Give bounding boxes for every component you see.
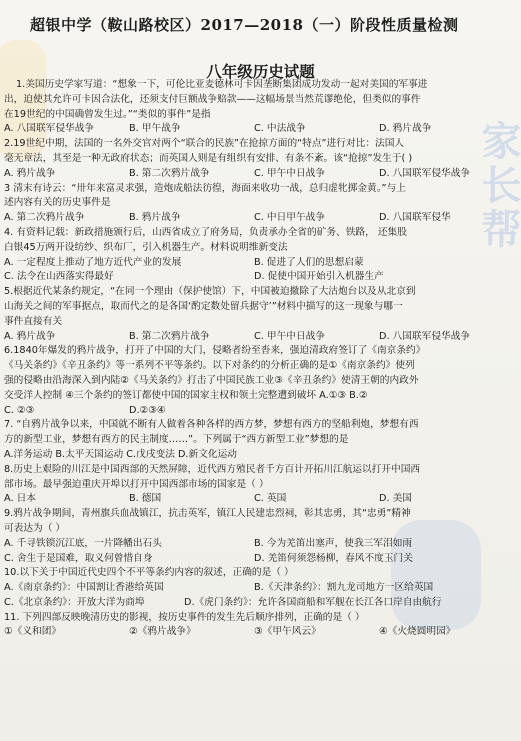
question-4-options-ab [4, 256, 504, 271]
question-4-options-cd [4, 270, 504, 285]
question-5-line-3: 事件直接有关 [4, 315, 63, 327]
option-c: C. 甲午中日战争 [254, 167, 326, 179]
item-2: ②《鸦片战争》 [129, 626, 196, 638]
option-a: A. 千寻铁锁沉江底，一片降幡出石头 [4, 537, 162, 549]
option-d: D. 美国 [379, 493, 412, 505]
question-9-line-1: 9.鸦片战争期间，青州旗兵血战镇江，抗击英军，镇江人民建忠烈祠，彰其忠勇，其“忠勇”精神 [4, 508, 411, 520]
question-4-line-2: 白银45万两开设纺纱、织布厂，引入机器生产。材料说明维新变法 [4, 241, 288, 253]
option-d: D. 鸦片战争 [379, 123, 432, 135]
question-body [4, 78, 504, 640]
question-3-line-1: 3 清末有诗云：“卅年来富灵求强，造炮成船法彷徨，海面来收功一战，总归虚牝掷金黄。”与上 [4, 182, 406, 194]
option-d: D. 促使中国开始引入机器生产 [254, 271, 384, 283]
question-2-options [4, 167, 504, 182]
item-3: ③《甲午风云》 [254, 626, 321, 638]
option-a: A. 鸦片战争 [4, 330, 56, 342]
option-a: A. 日本 [4, 493, 36, 505]
option-d: D. 羌笛何须怨杨柳，春风不度玉门关 [254, 552, 413, 564]
option-b: B. 第二次鸦片战争 [129, 330, 210, 342]
question-4-line-1: 4. 有资料记载：新政措施颁行后，山西省成立了府务局，负责承办全省的矿务、铁路， 还集股 [4, 226, 407, 238]
question-1-line-2: 出，迫使其允许可卡因合法化，还须支付巨额战争赔款——这幅场景当然荒谬绝伦，但类似的事件 [4, 93, 421, 105]
option-c: C. 法令在山西落实得最好 [4, 271, 114, 283]
exam-title: 超银中学（鞍山路校区）2017—2018（一）阶段性质量检测 [30, 16, 459, 34]
option-a: A. 鸦片战争 [4, 167, 56, 179]
question-3-line-2: 述内容有关的历史事件是 [4, 197, 111, 209]
option-b: B. 甲午战争 [129, 123, 181, 135]
question-9-options-ab [4, 537, 504, 552]
question-11-items [4, 625, 504, 640]
option-d: D.《虎门条约》：允许各国商船和军舰在长江各口岸自由航行 [184, 596, 442, 608]
question-10-options-ab [4, 581, 504, 596]
question-1-options [4, 122, 504, 137]
option-a: A.《南京条约》：中国割让香港给英国 [4, 582, 164, 594]
item-1: ①《义和团》 [4, 626, 62, 638]
question-10-options-cd [4, 596, 504, 611]
question-8-options [4, 492, 504, 507]
question-3-options [4, 211, 504, 226]
option-c: C. 中日甲午战争 [254, 212, 326, 224]
option-c: C.《北京条约》：开放大洋为商埠 [4, 596, 145, 608]
exam-subtitle: 八年级历史试题 [206, 62, 315, 81]
watermark-text: 家长帮 [475, 120, 521, 252]
question-5-line-2: 山海关之间的军事据点，取而代之的是各国‘酌定数处留兵据守’”材料中描写的这一现象与哪一 [4, 300, 403, 312]
option-c: C. 中法战争 [254, 123, 306, 135]
option-a: A. 一定程度上推动了地方近代产业的发展 [4, 256, 182, 268]
question-6-line-2: 《马关条约》《辛丑条约》等一系列不平等条约。以下对条约的分析正确的是①《南京条约》使列 [4, 360, 415, 372]
question-1-line-1: 1.美国历史学家写道：“想象一下，可伦比亚麦德林可卡因垄断集团成功发动一起对美国的军事进 [16, 79, 428, 90]
question-6-line-4: 交受洋人控制 ④三个条约的签订都使中国的国家主权和领土完整遭到破坏 A.①③ B.② [4, 389, 368, 401]
option-b: B. 促进了人们的思想启蒙 [254, 256, 364, 268]
option-a: A. 第二次鸦片战争 [4, 212, 85, 224]
option-a: A. 八国联军侵华战争 [4, 123, 95, 135]
question-11-line-1: 11. 下列四部反映晚清历史的影视，按历史事件的发生先后顺序排列，正确的是（ ） [4, 611, 365, 623]
question-6-line-3: 强的侵略由沿海深入到内陆②《马关条约》打击了中国民族工业③《辛丑条约》使清王朝的内政外 [4, 374, 419, 386]
option-d: D. 八国联军侵华战争 [379, 167, 471, 179]
question-8-line-1: 8.历史上艰险的川江是中国西部的天然屏障，近代西方殖民者千方百计开拓川江航运以打开中国西 [4, 463, 421, 475]
option-d: D.②③④ [129, 404, 166, 416]
question-5-line-1: 5.根据近代某条约规定，“在同一个理由（保护使馆）下，中国被迫撤除了大沽炮台以及从北京到 [4, 286, 416, 298]
question-10-line-1: 10.以下关于中国近代史四个不平等条约内容的叙述，正确的是（ ） [4, 567, 294, 579]
question-6-options [4, 404, 504, 419]
option-b: B.《天津条约》：割九龙司地方一区给英国 [254, 582, 434, 594]
question-2-line-1: 2.19世纪中期，法国的一名外交官对两个“联合的民族”在抢掠方面的“特点”进行对比：法国人 [4, 138, 405, 150]
item-4: ④《火烧圆明园》 [379, 626, 456, 638]
option-b: B. 德国 [129, 493, 162, 505]
question-8-line-2: 部市场。最早强迫重庆开埠以打开中国西部市场的国家是（ ） [4, 478, 269, 490]
question-6-line-1: 6.1840年爆发的鸦片战争，打开了中国的大门，侵略者纷至沓来，强迫清政府签订了《南京条约》 [4, 345, 426, 357]
question-5-options [4, 330, 504, 345]
option-c: C. 英国 [254, 493, 287, 505]
option-b: B. 鸦片战争 [129, 212, 181, 224]
question-9-options-cd [4, 552, 504, 567]
option-b: B. 第二次鸦片战争 [129, 167, 210, 179]
question-7-line-1: 7. “自鸦片战争以来，中国就不断有人做着各种各样的西方梦，梦想有西方的坚船利炮，梦想有西 [4, 419, 419, 431]
question-2-line-2: 毫无章法，其至是一种无政府状态；而英国人则是有组织有安排、有条不紊。该“抢掠”发生于( ) [4, 152, 413, 164]
option-c: C. 舍生于是国难，取义何曾惜自身 [4, 552, 153, 564]
option-c: C. ②③ [4, 404, 35, 416]
option-d: D. 八国联军侵华战争 [379, 330, 471, 342]
question-7-line-2: 方的新型工业，梦想有西方的民主制度……”。下列属于“西方新型工业”梦想的是 [4, 434, 349, 446]
option-c: C. 甲午中日战争 [254, 330, 326, 342]
option-d: D. 八国联军侵华 [379, 212, 451, 224]
question-1-line-3: 在19世纪的中国确曾发生过。”“类似的事件”是指 [4, 108, 211, 120]
option-b: B. 今为羌笛出塞声，使我三军泪如雨 [254, 537, 413, 549]
question-9-line-2: 可表达为（ ） [4, 522, 66, 534]
question-7-options: A.洋务运动 B.太平天国运动 C.戊戌变法 D.新文化运动 [4, 448, 237, 460]
